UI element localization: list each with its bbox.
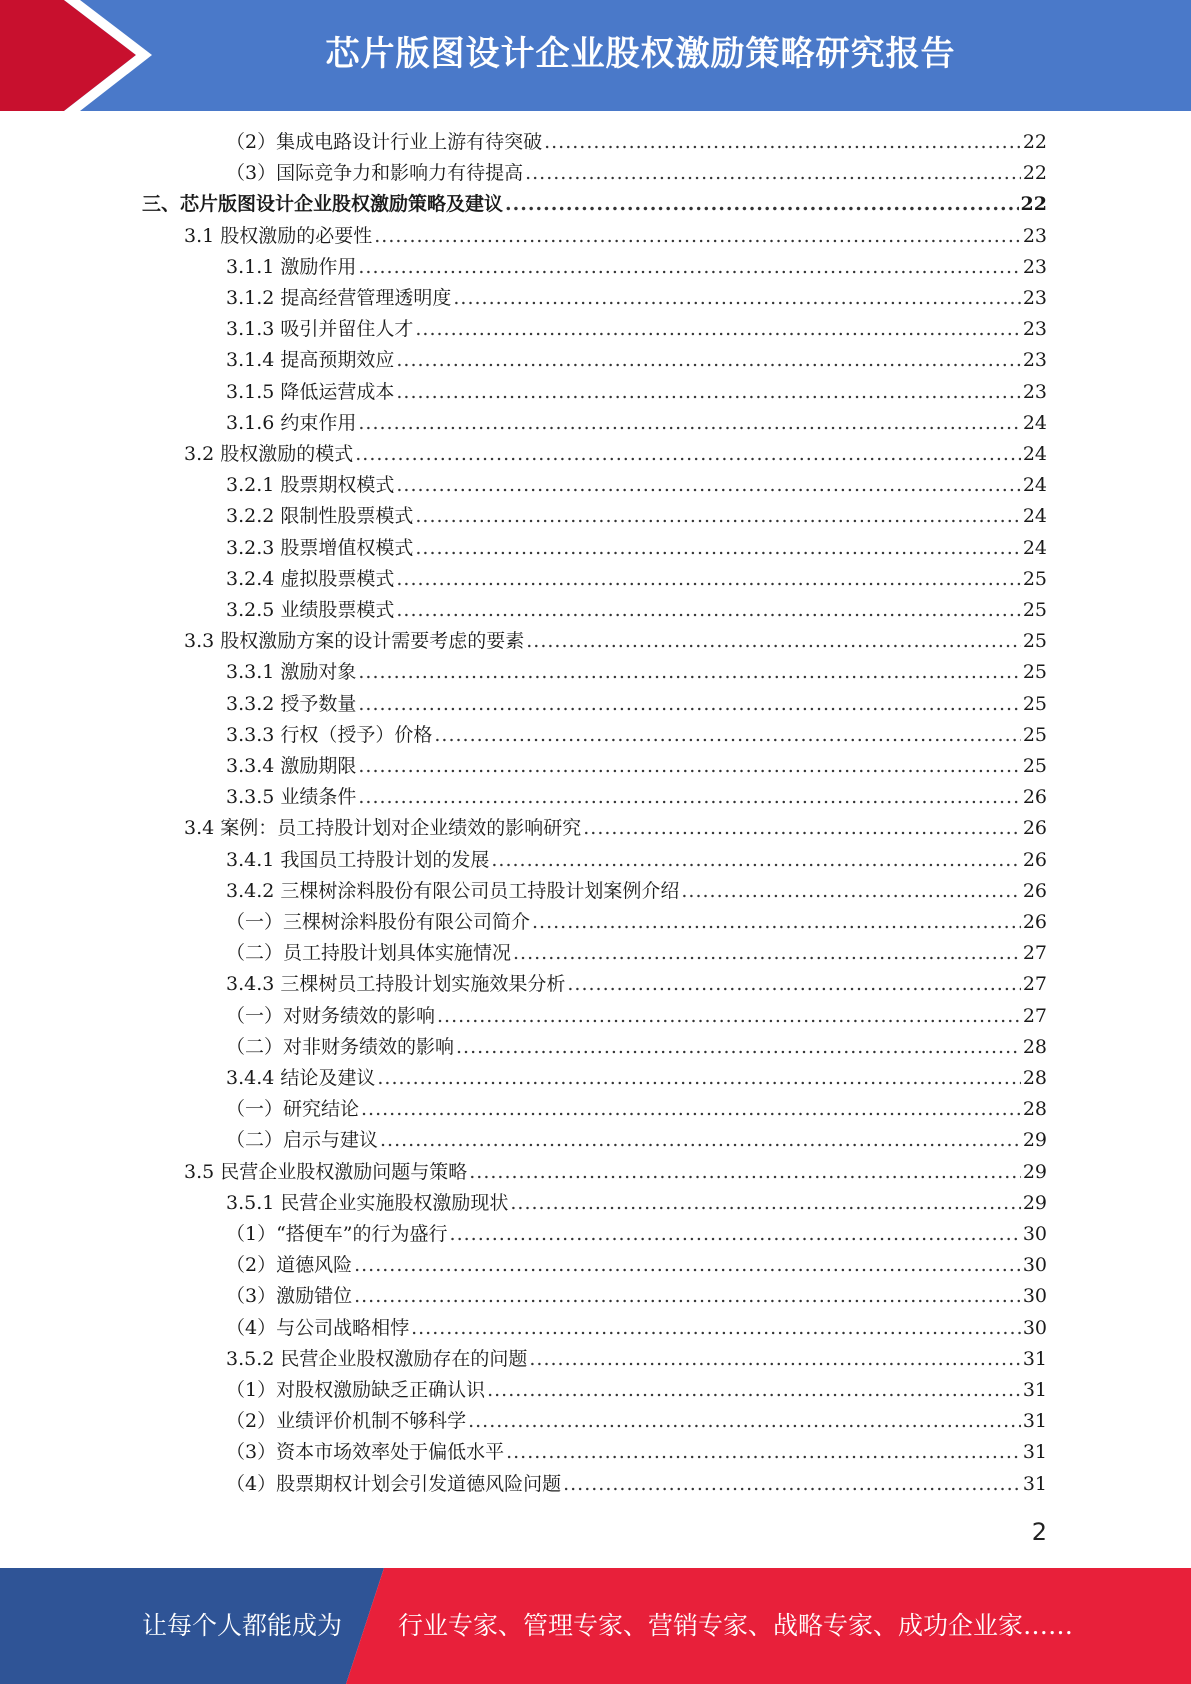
toc-entry-page: 23 [1022, 287, 1047, 309]
toc-entry-title: 3.1.4 提高预期效应 [226, 349, 395, 372]
toc-entry-page: 22 [1022, 131, 1047, 153]
toc-entry-page: 25 [1022, 599, 1047, 621]
toc-entry-title: （3）资本市场效率处于偏低水平 [226, 1441, 505, 1464]
toc-entry[interactable] [226, 657, 1047, 688]
toc-dot-leader [525, 158, 1021, 189]
toc-entry[interactable] [226, 751, 1047, 782]
toc-entry[interactable] [226, 1281, 1047, 1312]
toc-entry[interactable] [226, 1188, 1047, 1219]
toc-entry[interactable] [184, 221, 1047, 252]
toc-dot-leader [358, 782, 1020, 813]
toc-entry[interactable] [226, 158, 1047, 189]
toc-entry[interactable] [226, 845, 1047, 876]
toc-dot-leader [506, 1437, 1021, 1468]
toc-entry[interactable] [184, 813, 1047, 844]
toc-entry-page: 24 [1022, 443, 1047, 465]
toc-entry[interactable] [226, 1250, 1047, 1281]
toc-entry-page: 25 [1022, 692, 1047, 715]
toc-entry[interactable] [226, 907, 1047, 938]
toc-dot-leader [491, 845, 1020, 876]
toc-entry-title: 3.2 股权激励的模式 [184, 443, 354, 465]
toc-dot-leader [415, 533, 1020, 564]
toc-entry[interactable] [226, 1375, 1047, 1406]
toc-entry-title: 3.1.5 降低运营成本 [226, 380, 395, 403]
toc-dot-leader [361, 1094, 1021, 1125]
footer-slogan-left: 让每个人都能成为 [142, 1611, 343, 1640]
toc-entry-page: 24 [1022, 505, 1047, 528]
toc-dot-leader [396, 470, 1020, 501]
toc-entry[interactable] [226, 470, 1047, 501]
toc-entry-title: 3.3.1 激励对象 [226, 661, 357, 684]
toc-entry-page: 28 [1022, 1035, 1047, 1058]
toc-entry-page: 23 [1022, 255, 1047, 278]
toc-entry-page: 26 [1022, 879, 1047, 902]
toc-dot-leader [358, 252, 1020, 283]
toc-entry-title: 3.1.6 约束作用 [226, 411, 357, 434]
footer-slogan-right: 行业专家、管理专家、营销专家、战略专家、成功企业家…… [398, 1611, 1074, 1640]
page-footer [0, 1568, 1191, 1684]
toc-entry[interactable] [226, 533, 1047, 564]
toc-entry[interactable] [226, 501, 1047, 532]
toc-entry[interactable] [142, 189, 1047, 220]
toc-entry-title: 3.4.3 三棵树员工持股计划实施效果分析 [226, 973, 566, 996]
toc-dot-leader [681, 876, 1020, 907]
toc-entry-title: 3.2.2 限制性股票模式 [226, 505, 414, 528]
toc-entry[interactable] [184, 626, 1047, 657]
toc-entry-page: 25 [1022, 661, 1047, 684]
toc-entry-title: 3.3.2 授予数量 [226, 692, 357, 715]
toc-dot-leader [358, 408, 1020, 439]
toc-dot-leader [583, 813, 1021, 844]
toc-entry-page: 26 [1022, 817, 1047, 840]
toc-entry-page: 25 [1022, 567, 1047, 590]
toc-entry-title: 3.5 民营企业股权激励问题与策略 [184, 1160, 468, 1183]
toc-entry[interactable] [226, 345, 1047, 376]
toc-entry-title: （1）“搭便车”的行为盛行 [226, 1223, 448, 1245]
toc-dot-leader [434, 720, 1020, 751]
toc-entry[interactable] [226, 1001, 1047, 1032]
toc-dot-leader [415, 314, 1020, 345]
toc-dot-leader [450, 1219, 1021, 1250]
toc-entry-title: （二）对非财务绩效的影响 [226, 1035, 455, 1058]
toc-dot-leader [374, 221, 1021, 252]
toc-entry-title: 3.2.5 业绩股票模式 [226, 599, 395, 621]
toc-entry-page: 31 [1022, 1379, 1047, 1401]
toc-entry[interactable] [226, 1437, 1047, 1468]
toc-dot-leader [544, 127, 1021, 158]
toc-entry[interactable] [226, 595, 1047, 626]
toc-entry-page: 25 [1022, 630, 1047, 653]
toc-entry-page: 31 [1022, 1472, 1047, 1495]
toc-entry-page: 26 [1022, 848, 1047, 871]
toc-entry-page: 28 [1022, 1098, 1047, 1121]
toc-entry[interactable] [226, 1219, 1047, 1250]
toc-dot-leader [510, 1188, 1020, 1219]
toc-entry-page: 23 [1022, 224, 1047, 247]
toc-entry-title: （1）对股权激励缺乏正确认识 [226, 1379, 486, 1401]
toc-entry-title: 3.1.3 吸引并留住人才 [226, 318, 414, 341]
toc-entry[interactable] [226, 1469, 1047, 1500]
toc-dot-leader [354, 1250, 1021, 1281]
toc-entry-title: （二）启示与建议 [226, 1129, 379, 1152]
toc-dot-leader [358, 689, 1020, 720]
toc-entry-page: 24 [1022, 536, 1047, 559]
toc-entry[interactable] [226, 1063, 1047, 1094]
toc-entry[interactable] [226, 876, 1047, 907]
toc-dot-leader [487, 1375, 1021, 1406]
toc-entry-page: 27 [1022, 942, 1047, 965]
toc-entry-page: 26 [1022, 911, 1047, 933]
toc-entry[interactable] [226, 969, 1047, 1000]
toc-entry-page: 23 [1022, 380, 1047, 403]
toc-entry-page: 30 [1022, 1223, 1047, 1245]
toc-entry[interactable] [226, 252, 1047, 283]
toc-dot-leader [529, 1344, 1020, 1375]
toc-entry-title: （3）激励错位 [226, 1285, 353, 1308]
toc-dot-leader [526, 626, 1021, 657]
toc-entry-title: 3.1.1 激励作用 [226, 255, 357, 278]
toc-entry-title: （4）与公司战略相悖 [226, 1316, 410, 1339]
toc-entry[interactable] [226, 377, 1047, 408]
toc-entry-page: 22 [1020, 193, 1047, 216]
toc-entry-title: （2）业绩评价机制不够科学 [226, 1410, 467, 1433]
toc-entry-title: （一）研究结论 [226, 1098, 360, 1121]
toc-entry-title: 3.3 股权激励方案的设计需要考虑的要素 [184, 630, 525, 653]
toc-entry[interactable] [226, 720, 1047, 751]
toc-entry[interactable] [226, 1313, 1047, 1344]
toc-dot-leader [396, 564, 1020, 595]
toc-entry-title: （一）三棵树涂料股份有限公司简介 [226, 911, 531, 933]
toc-entry-title: 3.3.4 激励期限 [226, 755, 357, 777]
toc-entry-page: 31 [1022, 1410, 1047, 1433]
toc-entry[interactable] [226, 782, 1047, 813]
toc-entry-page: 24 [1022, 474, 1047, 497]
toc-entry-page: 22 [1022, 162, 1047, 185]
toc-entry[interactable] [226, 564, 1047, 595]
toc-entry[interactable] [184, 1157, 1047, 1188]
toc-entry-page: 29 [1022, 1191, 1047, 1214]
page-number: 2 [1031, 1518, 1047, 1546]
toc-entry[interactable] [226, 1032, 1047, 1063]
toc-entry-page: 29 [1022, 1160, 1047, 1183]
toc-entry-title: （二）员工持股计划具体实施情况 [226, 942, 512, 965]
toc-entry-title: （一）对财务绩效的影响 [226, 1004, 436, 1027]
toc-entry-title: （2）集成电路设计行业上游有待突破 [226, 131, 543, 153]
toc-entry[interactable] [226, 1125, 1047, 1156]
toc-entry-page: 29 [1022, 1129, 1047, 1152]
toc-entry-page: 27 [1022, 973, 1047, 996]
toc-dot-leader [396, 595, 1020, 626]
toc-entry-page: 30 [1022, 1316, 1047, 1339]
toc-dot-leader [377, 1063, 1020, 1094]
toc-dot-leader [358, 751, 1020, 782]
toc-entry[interactable] [226, 1094, 1047, 1125]
toc-entry-title: 3.5.1 民营企业实施股权激励现状 [226, 1191, 509, 1214]
toc-entry-title: 3.2.3 股票增值权模式 [226, 536, 414, 559]
toc-dot-leader [411, 1313, 1021, 1344]
toc-dot-leader [532, 907, 1021, 938]
toc-dot-leader [567, 969, 1020, 1000]
toc-entry-page: 31 [1022, 1441, 1047, 1464]
toc-dot-leader [396, 377, 1020, 408]
toc-entry-page: 24 [1022, 411, 1047, 434]
toc-entry-title: 3.1 股权激励的必要性 [184, 224, 373, 247]
toc-dot-leader [469, 1157, 1021, 1188]
toc-dot-leader [396, 345, 1020, 376]
toc-dot-leader [456, 1032, 1021, 1063]
toc-entry-page: 25 [1022, 755, 1047, 777]
toc-entry-title: 3.4 案例：员工持股计划对企业绩效的影响研究 [184, 817, 582, 840]
toc-entry-title: （3）国际竞争力和影响力有待提高 [226, 162, 524, 185]
toc-entry-title: 3.4.4 结论及建议 [226, 1067, 376, 1089]
toc-entry-title: 3.3.5 业绩条件 [226, 786, 357, 809]
toc-entry-page: 25 [1022, 723, 1047, 746]
toc-entry-page: 28 [1022, 1067, 1047, 1089]
toc-entry[interactable] [226, 1344, 1047, 1375]
toc-entry[interactable] [226, 314, 1047, 345]
toc-dot-leader [354, 1281, 1021, 1312]
toc-entry[interactable] [184, 439, 1047, 470]
toc-entry-page: 27 [1022, 1004, 1047, 1027]
toc-entry[interactable] [226, 408, 1047, 439]
toc-entry-title: 3.3.3 行权（授予）价格 [226, 723, 433, 746]
toc-entry-title: （4）股票期权计划会引发道德风险问题 [226, 1472, 562, 1495]
toc-entry-title: 3.4.2 三棵树涂料股份有限公司员工持股计划案例介绍 [226, 879, 680, 902]
toc-entry-page: 30 [1022, 1254, 1047, 1277]
toc-dot-leader [355, 439, 1021, 470]
toc-dot-leader [453, 283, 1020, 314]
toc-dot-leader [358, 657, 1020, 688]
toc-entry-title: 三、芯片版图设计企业股权激励策略及建议 [142, 193, 504, 216]
toc-dot-leader [513, 938, 1021, 969]
toc-entry-title: 3.2.1 股票期权模式 [226, 474, 395, 497]
toc-entry[interactable] [226, 689, 1047, 720]
toc-entry-page: 30 [1022, 1285, 1047, 1308]
toc-dot-leader [505, 189, 1019, 220]
toc-entry-title: 3.5.2 民营企业股权激励存在的问题 [226, 1347, 528, 1370]
toc-dot-leader [468, 1406, 1021, 1437]
page-header [0, 0, 1191, 111]
toc-entry-page: 31 [1022, 1347, 1047, 1370]
toc-entry-title: 3.2.4 虚拟股票模式 [226, 567, 395, 590]
toc-entry-title: 3.4.1 我国员工持股计划的发展 [226, 848, 490, 871]
toc-entry-page: 23 [1022, 349, 1047, 372]
page-title: 芯片版图设计企业股权激励策略研究报告 [325, 34, 956, 74]
toc-entry[interactable] [226, 938, 1047, 969]
toc-dot-leader [415, 501, 1020, 532]
toc-dot-leader [563, 1469, 1021, 1500]
toc-dot-leader [380, 1125, 1021, 1156]
toc-entry-page: 26 [1022, 786, 1047, 809]
toc-entry-title: 3.1.2 提高经营管理透明度 [226, 287, 452, 309]
toc-entry[interactable] [226, 283, 1047, 314]
toc-entry-title: （2）道德风险 [226, 1254, 353, 1277]
toc-entry[interactable] [226, 1406, 1047, 1437]
toc-entry-page: 23 [1022, 318, 1047, 341]
toc-dot-leader [437, 1001, 1021, 1032]
toc-entry[interactable] [226, 127, 1047, 158]
